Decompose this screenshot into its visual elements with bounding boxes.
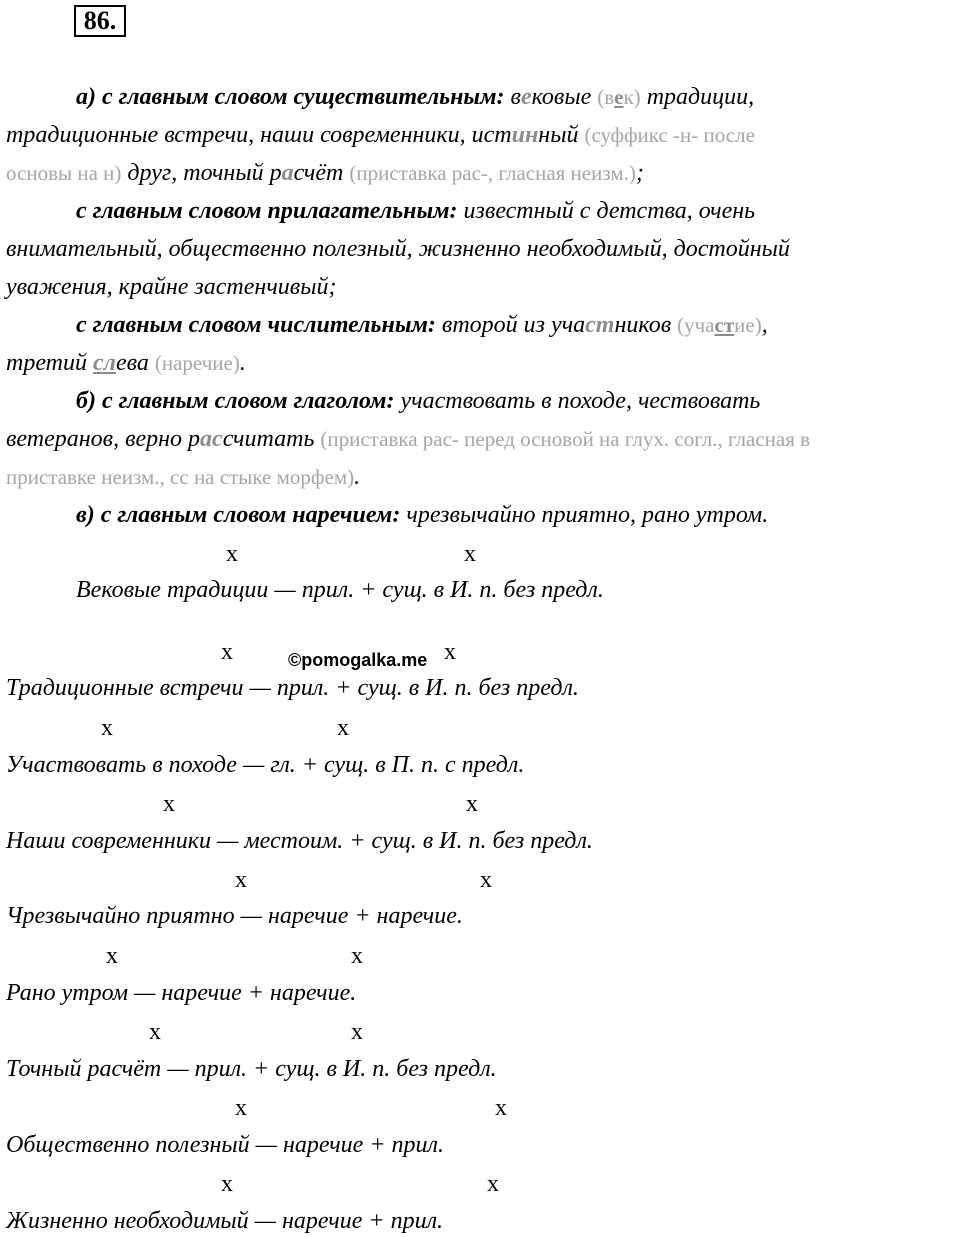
section-a-line-2 [6,120,755,150]
comment: (приставка рас- перед основой на глух. согл., гласная в [320,427,811,451]
section-adj-label: с главным словом прилагательным: [76,198,458,224]
text: ный [538,122,585,148]
section-adj-line-3: уважения, крайне застенчивый; [6,274,337,300]
x-mark: x [464,541,476,567]
section-a-line-1 [76,82,754,112]
section-v-label: в) с главным словом наречием: [76,502,401,528]
text: известный с детства, очень [457,198,756,224]
text: счёт [293,160,350,186]
text: считать [222,426,321,452]
text: . [354,464,361,490]
section-num-line-2 [6,348,246,378]
text: традиции, [640,84,755,110]
text: третий [6,350,93,376]
x-mark: x [235,1095,247,1121]
comment: к) [623,85,641,109]
x-mark: x [351,943,363,969]
comment: основы на н) [6,161,122,185]
comment: (уча [677,313,715,337]
x-mark: x [444,639,456,665]
section-num-label: с главным словом числительным: [76,312,436,338]
exercise-number: 86. [74,5,126,37]
comment: (приставка рас-, гласная неизм.) [349,161,636,185]
section-adj-line-1 [76,196,755,226]
section-v-line-1 [76,500,768,530]
comment: приставке неизм., сс на стыке морфем) [6,465,355,489]
x-mark: x [480,867,492,893]
text: традиционные встречи, наши современники, ист [6,122,512,148]
x-mark: x [106,943,118,969]
text: в [504,84,521,110]
text: . [239,350,246,376]
analysis-line: Жизненно необходимый — наречие + прил. [6,1208,444,1234]
section-b-line-2 [6,424,810,454]
comment: (суффикс -н- после [584,123,755,147]
text: ковые [531,84,598,110]
comment: ие) [734,313,762,337]
highlight: а [281,160,294,186]
text: , [761,312,768,338]
comment-highlight: е [614,85,624,109]
watermark: ©pomogalka.me [288,650,428,670]
text: второй из уча [435,312,586,338]
comment: (наречие) [154,351,240,375]
highlight: ст [585,312,615,338]
x-mark: x [466,791,478,817]
comment: (в [597,85,615,109]
x-mark: x [221,1171,233,1197]
x-mark: x [487,1171,499,1197]
section-b-label: б) с главным словом глаголом: [76,388,395,414]
text: участвовать в походе, чествовать [394,388,761,414]
x-mark: x [495,1095,507,1121]
analysis-line: Традиционные встречи — прил. + сущ. в И. п. без предл. [6,675,579,701]
x-mark: x [163,791,175,817]
analysis-line: Вековые традиции — прил. + сущ. в И. п. без предл. [76,577,604,603]
x-mark: x [351,1019,363,1045]
highlight: сл [93,350,116,376]
x-mark: x [101,715,113,741]
x-mark: x [221,639,233,665]
highlight: ас [200,426,223,452]
text: друг, точный р [121,160,282,186]
analysis-line: Точный расчёт — прил. + сущ. в И. п. без предл. [6,1056,497,1082]
text: чрезвычайно приятно, рано утром. [400,502,769,528]
section-adj-line-2: внимательный, общественно полезный, жизненно необходимый, достойный [6,236,790,262]
analysis-line: Чрезвычайно приятно — наречие + наречие. [6,903,463,929]
highlight: ин [511,122,539,148]
analysis-line: Наши современники — местоим. + сущ. в И. п. без предл. [6,828,593,854]
analysis-line: Участвовать в походе — гл. + сущ. в П. п. с предл. [6,752,525,778]
analysis-line: Рано утром — наречие + наречие. [6,980,357,1006]
section-num-line-1 [76,310,768,340]
analysis-line: Общественно полезный — наречие + прил. [6,1132,444,1158]
x-mark: x [235,867,247,893]
highlight: е [520,84,532,110]
x-mark: x [226,541,238,567]
section-a-line-3 [6,158,644,188]
section-b-line-1 [76,386,760,416]
text: ; [635,160,644,186]
x-mark: x [149,1019,161,1045]
x-mark: x [337,715,349,741]
text: ников [614,312,678,338]
section-a-label: а) с главным словом существительным: [76,84,505,110]
comment-highlight: ст [714,313,735,337]
text: ветеранов, верно р [6,426,201,452]
text: ева [115,350,155,376]
section-b-line-3 [6,462,360,492]
